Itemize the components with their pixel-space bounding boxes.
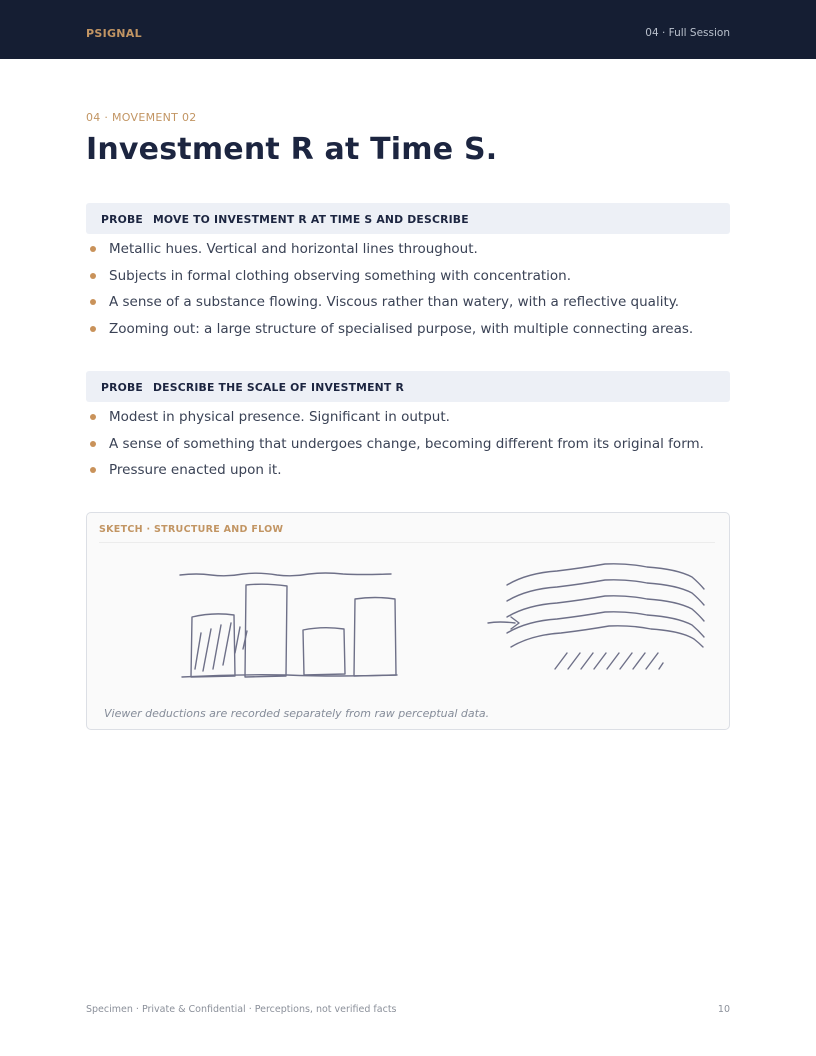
bullet-dot xyxy=(90,246,96,252)
top-bar xyxy=(0,0,816,59)
list-item-text: Pressure enacted upon it. xyxy=(109,462,282,479)
list-item-text: Subjects in formal clothing observing something with concentration. xyxy=(109,267,571,284)
bullet-dot xyxy=(90,467,96,473)
list-item-text: Modest in physical presence. Significant in output. xyxy=(109,409,450,425)
probe-header-2 xyxy=(86,371,730,402)
structure-flow-sketch xyxy=(87,553,731,693)
probe-tag: PROBE xyxy=(101,381,144,394)
list-item xyxy=(86,267,746,294)
list-item-text: A sense of something that undergoes change, becoming different from its original form. xyxy=(109,435,704,452)
list-item xyxy=(86,435,746,462)
probe-1-list xyxy=(86,240,746,346)
probe-2-list xyxy=(86,408,746,488)
section-kicker: 04 · MOVEMENT 02 xyxy=(86,111,197,124)
list-item xyxy=(86,320,746,347)
list-item-text: Metallic hues. Vertical and horizontal lines throughout. xyxy=(109,241,478,257)
probe-tag: PROBE xyxy=(101,213,144,226)
list-item-text: A sense of a substance flowing. Viscous rather than watery, with a reflective quality. xyxy=(109,294,680,311)
bullet-dot xyxy=(90,414,96,420)
bullet-dot xyxy=(90,441,96,447)
footer-note: Specimen · Private & Confidential · Perceptions, not verified facts xyxy=(86,1004,397,1015)
page-number: 10 xyxy=(717,1004,730,1015)
session-label: 04 · Full Session xyxy=(645,27,730,39)
brand-name: PSIGNAL xyxy=(86,27,142,40)
page-title: Investment R at Time S. xyxy=(86,132,498,167)
bullet-dot xyxy=(90,326,96,332)
bullet-dot xyxy=(90,299,96,305)
list-item xyxy=(86,240,746,267)
divider xyxy=(99,542,715,543)
sketch-caption: Viewer deductions are recorded separately from raw perceptual data. xyxy=(104,707,490,720)
list-item xyxy=(86,461,746,488)
flow-sketch xyxy=(488,564,704,669)
sketch-panel xyxy=(86,512,730,730)
list-item-text: Zooming out: a large structure of specialised purpose, with multiple connecting areas. xyxy=(109,320,694,337)
sketch-label: SKETCH · STRUCTURE AND FLOW xyxy=(99,524,284,535)
bullet-dot xyxy=(90,273,96,279)
probe-prompt: DESCRIBE THE SCALE OF INVESTMENT R xyxy=(152,381,404,394)
list-item xyxy=(86,408,746,435)
probe-prompt: MOVE TO INVESTMENT R AT TIME S AND DESCRIBE xyxy=(152,213,469,226)
list-item xyxy=(86,293,746,320)
building-sketch xyxy=(180,573,397,677)
probe-header-1 xyxy=(86,203,730,234)
